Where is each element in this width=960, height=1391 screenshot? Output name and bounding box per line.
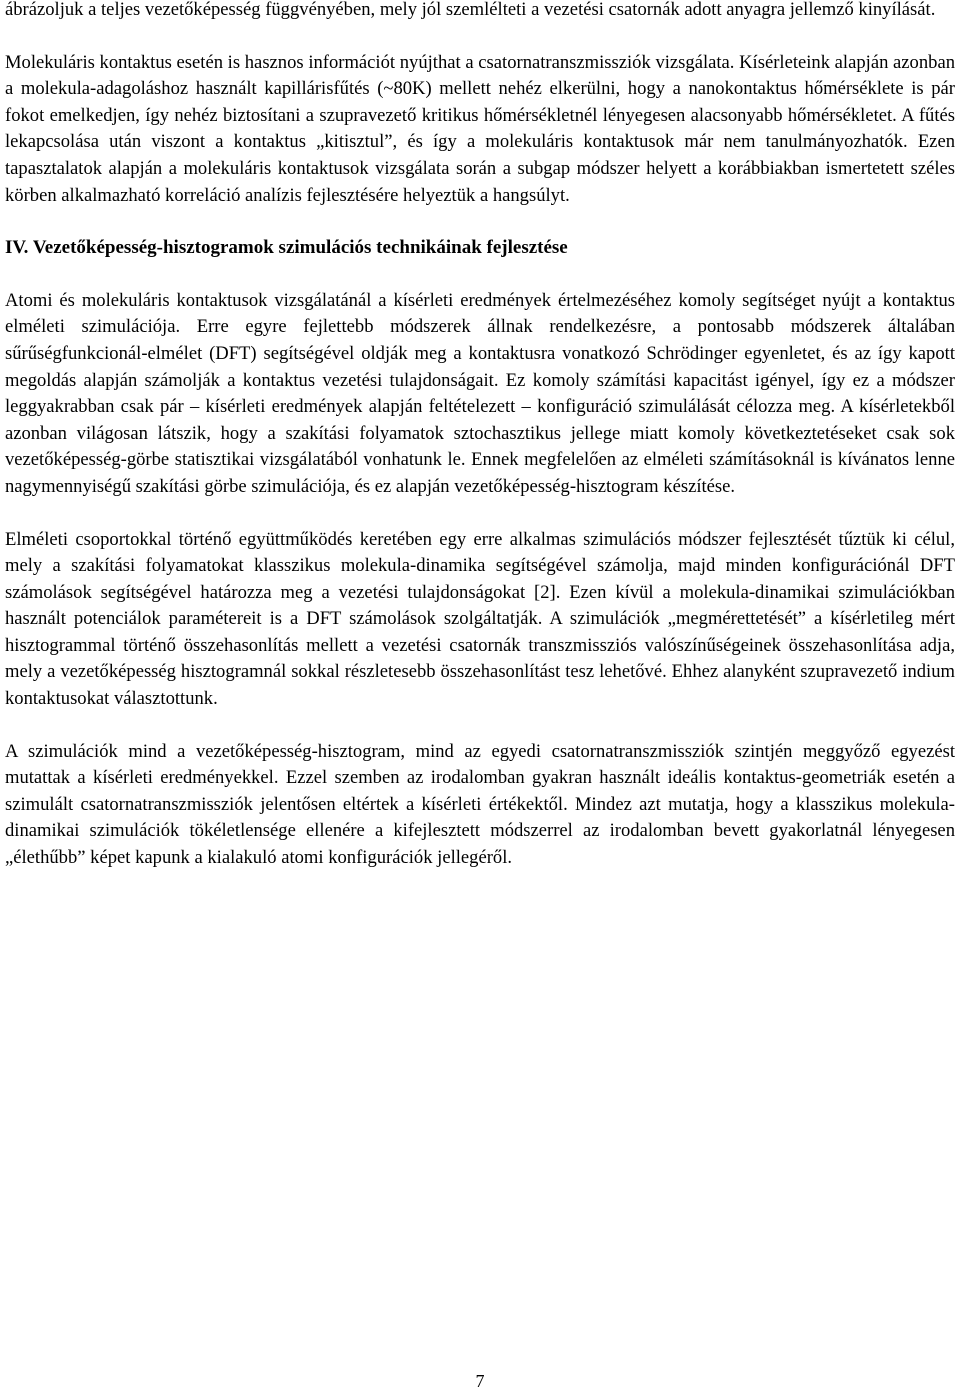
page-number: 7 <box>475 1371 485 1391</box>
paragraph-molecular-contact: Molekuláris kontaktus esetén is hasznos információt nyújthat a csatornatranszmissziók vizsgálata. Kísérleteink alapján azonban a molekula-adagoláshoz használt kapillárisfűtés (~80K) mellett nehéz elkerülni, hogy a nanokontaktus hőmérséklete is pár fokot emelkedjen, így nehéz biztosítani a szupravezető kritikus hőmérsékletnél lényegesen alacsonyabb hőmérsékletet. A fűtés lekapcsolása után viszont a kontaktus „kitisztul”, és így a molekuláris kontaktusok már nem tanulmányozhatók. Ezen tapasztalatok alapján a molekuláris kontaktusok vizsgálata során a subgap módszer helyett a korábbiakban ismertetett széles körben alkalmazható korreláció analízis fejlesztésére helyeztük a hangsúlyt. <box>5 51 955 206</box>
paragraph-spacer <box>5 24 955 50</box>
paragraph-collaboration: Elméleti csoportokkal történő együttműködés keretében egy erre alkalmas szimulációs módszer fejlesztését tűztük ki célul, mely a szakítási folyamatokat klasszikus molekula-dinamika segítségével számolja, majd minden konfigurációnál DFT számolások segítségével határozza meg a vezetési tulajdonságokat [2]. Ezen kívül a molekula-dinamikai szimulációkban használt potenciálok paramétereit is a DFT számolások szolgáltatják. A szimulációk „megmérettetését” a kísérletileg mért hisztogrammal történő összehasonlítás mellett a vezetési csatornák transzmissziós valószínűségeinek összehasonlítása adja, mely a vezetőképesség hisztogramnál sokkal részletesebb összehasonlítást tesz lehetővé. Ehhez alanyként szupravezető indium kontaktusokat választottunk. <box>5 528 955 710</box>
section-heading: IV. Vezetőképesség-hisztogramok szimulációs technikáinak fejlesztése <box>5 237 568 259</box>
paragraph-spacer <box>5 501 955 527</box>
paragraph-spacer <box>5 209 955 235</box>
paragraph-results: A szimulációk mind a vezetőképesség-hisztogram, mind az egyedi csatornatranszmissziók szintjén meggyőző egyezést mutattak a kísérleti eredményekkel. Ezzel szemben az irodalomban gyakran használt ideális kontaktus-geometriák esetén a szimulált csatornatranszmissziók jelentősen eltértek a kísérleti értékektől. Mindez azt mutatja, hogy a klasszikus molekula-dinamikai szimulációk tökéletlensége ellenére a kifejlesztett módszerrel az irodalomban bevett gyakorlatnál lényegesen „élethűbb” képet kapunk a kialakuló atomi konfigurációk jellegéről. <box>5 740 955 869</box>
paragraph-simulation-intro: Atomi és molekuláris kontaktusok vizsgálatánál a kísérleti eredmények értelmezéséhez komoly segítséget nyújt a kontaktus elméleti szimulációja. Erre egyre fejlettebb módszerek állnak rendelkezésre, a pontosabb módszerek általában sűrűségfunkcionál-elmélet (DFT) segítségével oldják meg a kontaktusra vonatkozó Schrödinger egyenletet, és az így kapott megoldás alapján számolják a kontaktus vezetési tulajdonságait. Ez komoly számítási kapacitást igényel, így ez a módszer leggyakrabban csak pár – kísérleti eredmények alapján feltételezett – konfiguráció szimulálását célozza meg. A kísérletekből azonban világosan látszik, hogy a szakítási folyamatok sztochasztikus jellege miatt komoly következtetéseket csak sok vezetőképesség-görbe statisztikai vizsgálatából vonhatunk le. Ennek megfelelően az elméleti számításoknál is kívánatos lenne nagymennyiségű szakítási görbe szimulációja, és ez alapján vezetőképesség-hisztogram készítése. <box>5 289 955 497</box>
paragraph-intro-continuation: ábrázoljuk a teljes vezetőképesség függvényében, mely jól szemlélteti a vezetési csatornák adott anyagra jellemző kinyílását. <box>5 0 936 20</box>
paragraph-spacer <box>5 262 955 288</box>
paragraph-spacer <box>5 713 955 739</box>
document-page <box>5 0 955 872</box>
